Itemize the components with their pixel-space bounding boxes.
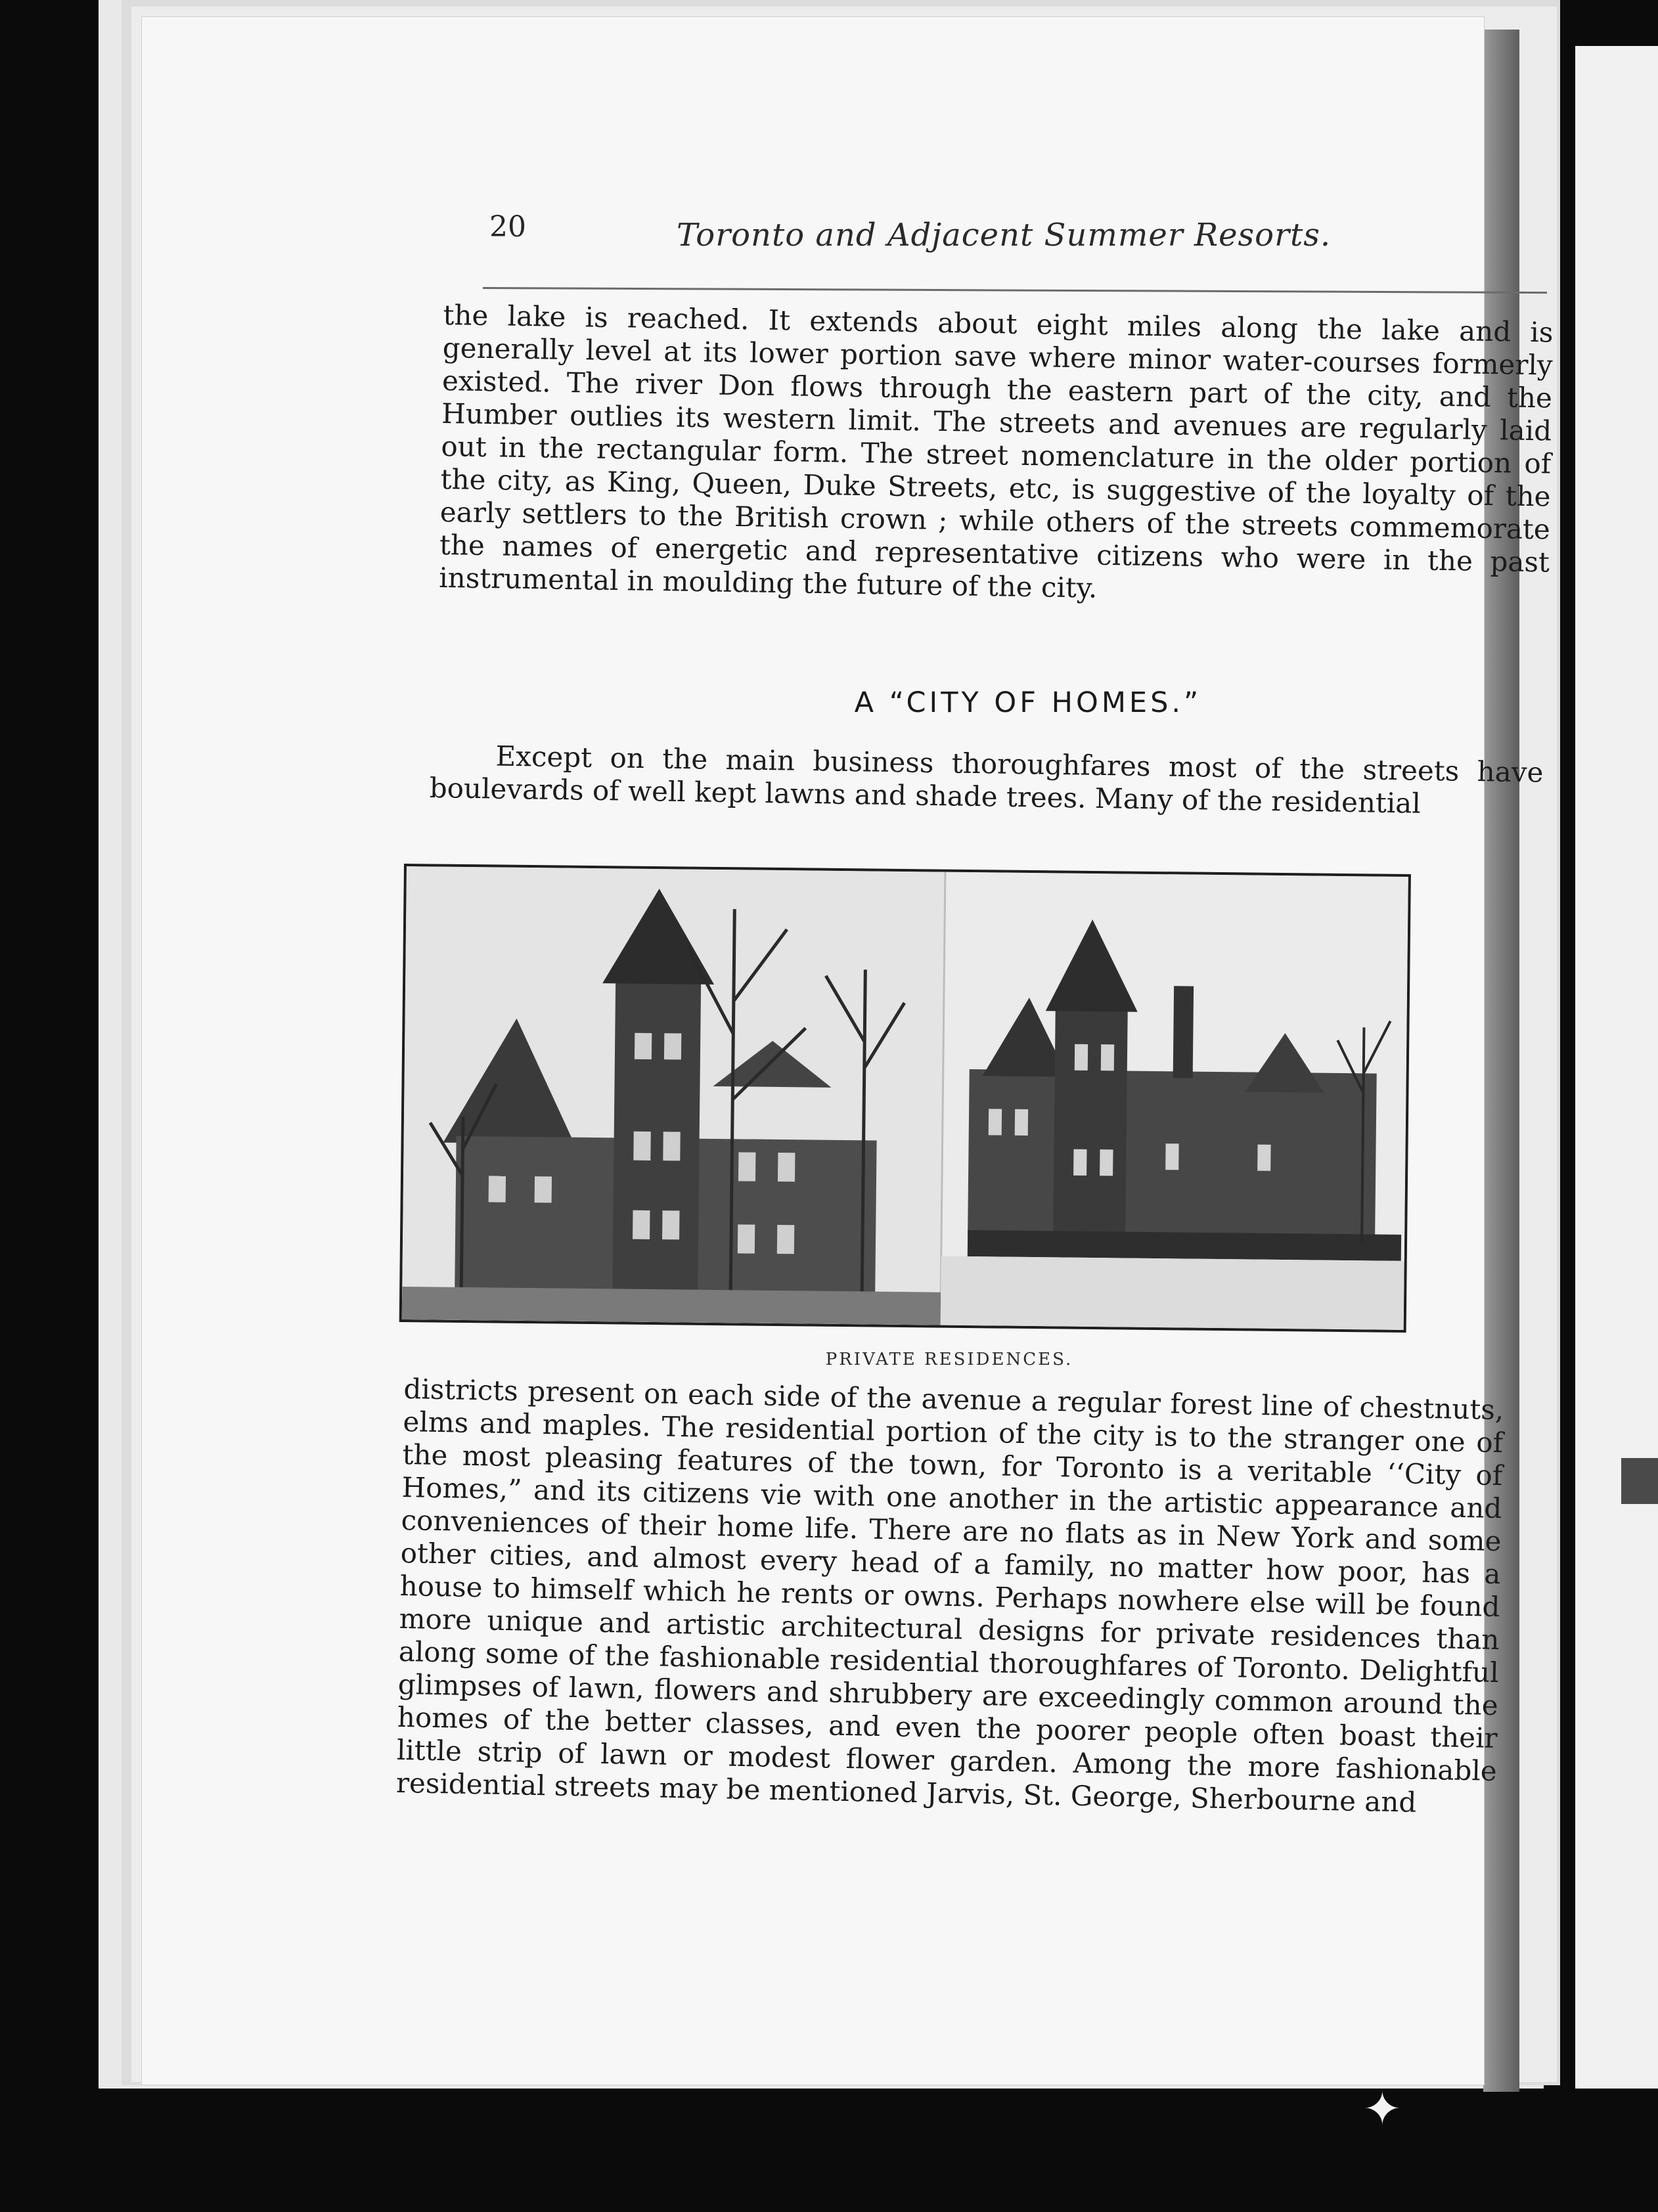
page-number: 20 (489, 210, 526, 244)
body-paragraph-1: the lake is reached. It extends about eight miles along the lake and is generally level at its lower portion save where minor water-courses formerly existed. The river Don flows through the eastern part of the city, and the Humber outlies its western limit. The streets and avenues are regularly laid out in the rectangular form. The street nomenclature in the older portion of the city, as King, Queen, Duke Streets, etc, is suggestive of the loyalty of the early settlers to the British crown ; while others of the streets commemorate the names of energetic and representative citizens who were in the past instrumental in moulding the future of the city. (438, 299, 1554, 604)
running-header (489, 210, 1554, 263)
facing-page-image-fragment (1621, 1458, 1658, 1504)
header-rule (483, 287, 1547, 294)
running-title: Toronto and Adjacent Summer Resorts. (677, 217, 1332, 254)
body-paragraph-3: districts present on each side of the avenue a regular forest line of chestnuts, elms and maples. The residential portion of the city is to the stranger one of the most pleasing features of the town, for Toronto is a veritable ‘‘City of Homes,” and its citizens vie with one another in the artistic appearance and conveniences of their home life. There are no flats as in New York and some other cities, and almost every head of a family, no matter how poor, has a house to himself which he rents or owns. Perhaps nowhere else will be found more unique and artistic architectural designs for private residences than along some of the fashionable residential thoroughfares of Toronto. Delightful glimpses of lawn, flowers and shrubbery are exceedingly common around the homes of the better classes, and even the poorer people often boast their little strip of lawn or modest flower garden. Among the more fashionable residential streets may be mentioned Jarvis, St. George, Sherbourne and (395, 1373, 1504, 1819)
body-paragraph-2: Except on the main business thoroughfares most of the streets have boulevards of well kept lawns and shade trees. Many of the residential (429, 740, 1544, 820)
facing-page-fragment (1575, 46, 1658, 2089)
scanned-page (141, 16, 1554, 2085)
house-photo-icon (402, 866, 1408, 1330)
residences-photograph (399, 864, 1411, 1333)
section-heading: A “CITY OF HOMES.” (854, 686, 1202, 719)
figure-caption: PRIVATE RESIDENCES. (825, 1350, 1073, 1369)
scan-artifact-icon: ✦ (1363, 2082, 1402, 2136)
